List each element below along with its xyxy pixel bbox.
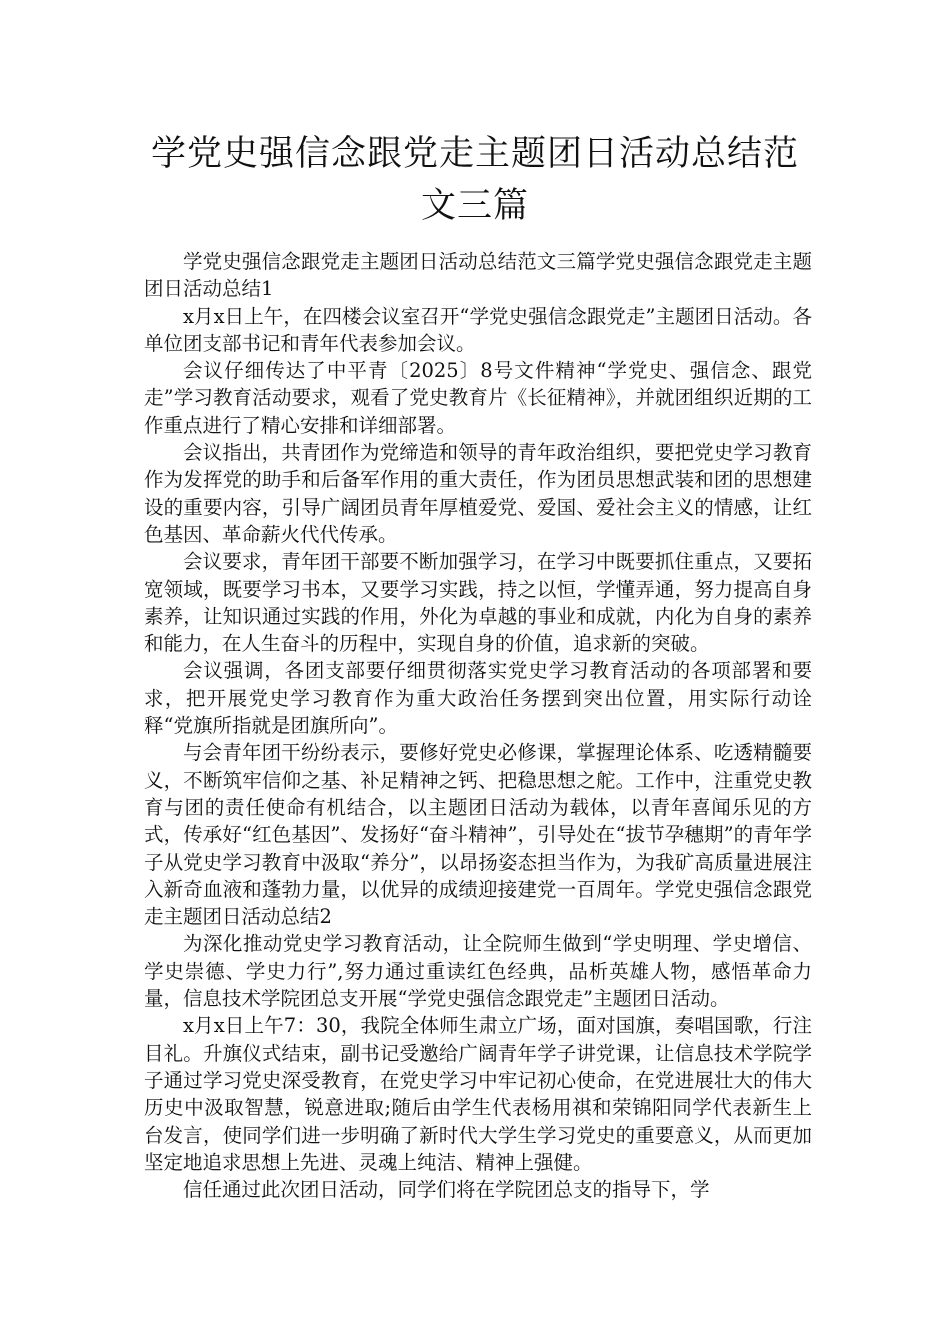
paragraph-8: 为深化推动党史学习教育活动，让全院师生做到“学史明理、学史增信、学史崇德、学史力行”,努力通过重读红色经典，品析英雄人物，感悟革命力量，信息技术学院团总支开展“学党史强信念跟党走”主题团日活动。 [144,932,812,1011]
paragraph-1: 学党史强信念跟党走主题团日活动总结范文三篇学党史强信念跟党走主题团日活动总结1 [144,250,812,301]
document-title-line-2: 文三篇 [420,186,529,226]
paragraph-4: 会议指出，共青团作为党缔造和领导的青年政治组织，要把党史学习教育作为发挥党的助手和后备军作用的重大责任，作为团员思想武装和团的思想建设的重要内容，引导广阔团员青年厚植爱党、爱国、爱社会主义的情感，让红色基因、革命薪火代代传承。 [144,441,812,546]
paragraph-5: 会议要求，青年团干部要不断加强学习，在学习中既要抓住重点，又要拓宽领域，既要学习书本，又要学习实践，持之以恒，学懂弄通，努力提高自身素养，让知识通过实践的作用，外化为卓越的事业和成就，内化为自身的素养和能力，在人生奋斗的历程中，实现自身的价值，追求新的突破。 [144,550,812,656]
paragraph-2: x月x日上午，在四楼会议室召开“学党史强信念跟党走”主题团日活动。各单位团支部书记和青年代表参加会议。 [144,304,812,355]
document-body [144,248,812,1203]
paragraph-10: 信任通过此次团日活动，同学们将在学院团总支的指导下，学 [183,1178,710,1202]
document-title [118,128,832,232]
document-title-line-1: 学党史强信念跟党走主题团日活动总结范 [150,134,799,174]
paragraph-9: x月x日上午7：30，我院全体师生肃立广场，面对国旗，奏唱国歌，行注目礼。升旗仪式结束，副书记受邀给广阔青年学子讲党课，让信息技术学院学子通过学习党史深受教育，在党史学习中牢记初心使命，在党进展壮大的伟大历史中汲取智慧，锐意进取;随后由学生代表杨用祺和荣锦阳同学代表新生上台发言，使同学们进一步明确了新时代大学生学习党史的重要意义，从而更加坚定地追求思想上先进、灵魂上纯洁、精神上强健。 [144,1014,812,1174]
paragraph-7: 与会青年团干纷纷表示，要修好党史必修课，掌握理论体系、吃透精髓要义，不断筑牢信仰之基、补足精神之钙、把稳思想之舵。工作中，注重党史教育与团的责任使命有机结合，以主题团日活动为载体，以青年喜闻乐见的方式，传承好“红色基因”、发扬好“奋斗精神”，引导处在“拔节孕穗期”的青年学子从党史学习教育中汲取“养分”，以昂扬姿态担当作为，为我矿高质量进展注入新奇血液和蓬勃力量，以优异的成绩迎接建党一百周年。学党史强信念跟党走主题团日活动总结2 [144,741,812,929]
paragraph-3: 会议仔细传达了中平青〔2025〕8号文件精神“学党史、强信念、跟党走”学习教育活动要求，观看了党史教育片《长征精神》，并就团组织近期的工作重点进行了精心安排和详细部署。 [144,359,812,437]
paragraph-6: 会议强调，各团支部要仔细贯彻落实党史学习教育活动的各项部署和要求，把开展党史学习教育作为重大政治任务摆到突出位置，用实际行动诠释“党旗所指就是团旗所向”。 [144,659,812,738]
